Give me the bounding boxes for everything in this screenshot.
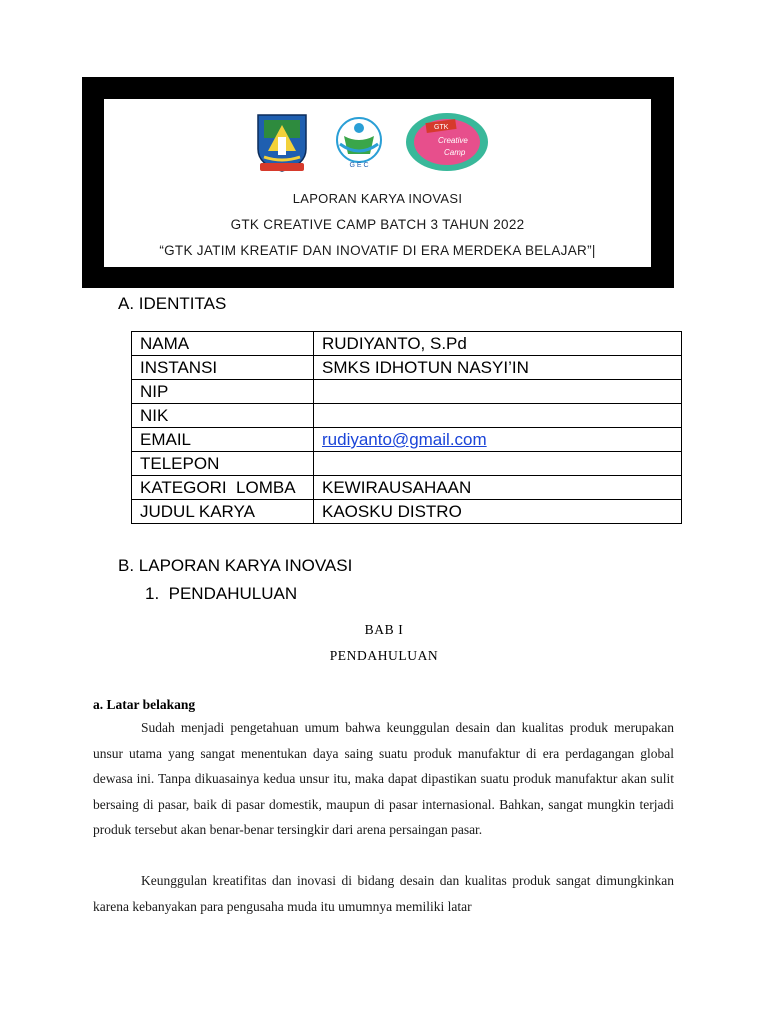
table-row	[132, 404, 682, 428]
section-b-subheading: 1. PENDAHULUAN	[145, 584, 298, 603]
gtk-creative-camp-logo	[404, 111, 490, 173]
paragraph: Keunggulan kreatifitas dan inovasi di bidang desain dan kualitas produk sangat dimungkinkan karena kebanyakan para pengusaha muda itu umumnya memiliki latar	[93, 873, 674, 914]
banner-tagline: “GTK JATIM KREATIF DAN INOVATIF DI ERA MERDEKA BELAJAR”|	[159, 243, 596, 258]
row-label: JUDUL KARYA	[132, 500, 314, 524]
row-label: NIP	[132, 380, 314, 404]
row-label: TELEPON	[132, 452, 314, 476]
table-row	[132, 380, 682, 404]
row-value: KEWIRAUSAHAAN	[314, 476, 682, 500]
row-value	[314, 452, 682, 476]
banner-event: GTK CREATIVE CAMP BATCH 3 TAHUN 2022	[230, 217, 525, 232]
row-value: SMKS IDHOTUN NASYI’IN	[314, 356, 682, 380]
row-label: NIK	[132, 404, 314, 428]
row-label: NAMA	[132, 332, 314, 356]
subsection-title: a. Latar belakang	[93, 697, 196, 712]
email-link[interactable]: rudiyanto@gmail.com	[322, 430, 487, 449]
table-row	[132, 332, 682, 356]
banner-content	[104, 99, 651, 267]
row-label: INSTANSI	[132, 356, 314, 380]
gec-logo	[326, 114, 392, 174]
row-label: KATEGORI LOMBA	[132, 476, 314, 500]
row-value: RUDIYANTO, S.Pd	[314, 332, 682, 356]
section-b-heading: B. LAPORAN KARYA INOVASI	[118, 556, 353, 575]
paragraph: Sudah menjadi pengetahuan umum bahwa keunggulan desain dan kualitas produk merupakan unsur utama yang sangat menentukan daya saing suatu produk manufaktur di era perdagangan global dewasa ini. Tanpa dikuasainya kedua unsur itu, maka dapat dipastikan suatu produk manufaktur akan sulit bersaing di pasar, baik di pasar domestik, maupun di pasar internasional. Bahkan, sangat mungkin terjadi produk tersebut akan benar-benar tersingkir dari arena persaingan pasar.	[93, 720, 674, 837]
camp-text: Camp	[444, 148, 466, 157]
jatim-crest-logo	[254, 111, 310, 173]
identity-table	[131, 331, 682, 524]
row-value	[314, 404, 682, 428]
gec-caption: G E C	[349, 162, 369, 169]
creative-text: Creative	[438, 136, 468, 145]
table-row	[132, 428, 682, 452]
row-value: KAOSKU DISTRO	[314, 500, 682, 524]
section-a-heading: A. IDENTITAS	[118, 294, 227, 313]
table-row	[132, 500, 682, 524]
chapter-title: PENDAHULUAN	[329, 648, 439, 663]
row-label: EMAIL	[132, 428, 314, 452]
table-row	[132, 452, 682, 476]
gtk-text: GTK	[434, 124, 449, 131]
table-row	[132, 476, 682, 500]
header-banner	[82, 77, 674, 288]
chapter-number: BAB I	[364, 622, 404, 637]
table-row	[132, 356, 682, 380]
banner-title: LAPORAN KARYA INOVASI	[292, 191, 463, 206]
row-value	[314, 428, 682, 452]
row-value	[314, 380, 682, 404]
